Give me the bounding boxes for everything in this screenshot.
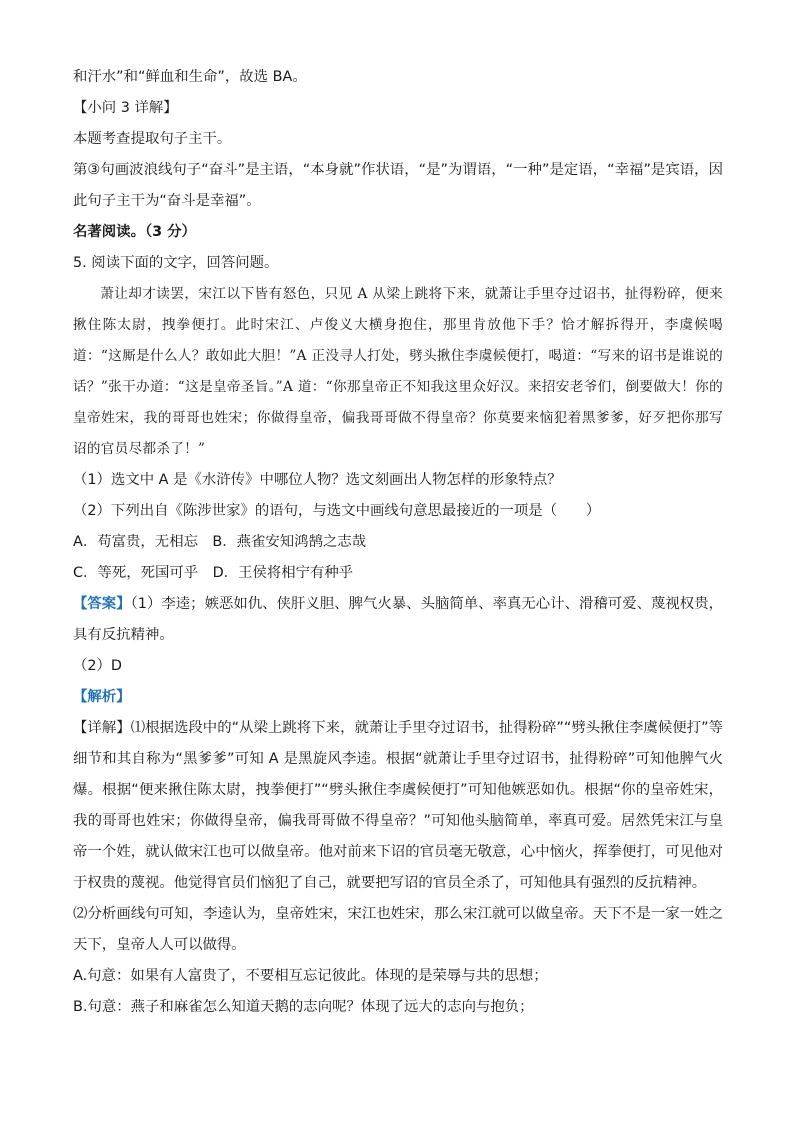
explanation-b: B.句意：燕子和麻雀怎么知道天鹅的志向呢？体现了远大的志向与抱负； [73,999,534,1015]
question-stem: 5. 阅读下面的文字，回答问题。 [73,255,279,271]
text-paragraph: 第③句画波浪线句子“奋斗”是主语，“本身就”作状语，“是”为谓语，“一种”是定语，“幸福”是宾语，因此句子主干为“奋斗是幸福”。 [73,162,723,209]
text-line: 和汗水”和“鲜血和生命”，故选 BA。 [73,69,307,85]
analysis-tag: 【解析】 [73,689,131,705]
answer-tag: 【答案】 [73,596,131,612]
detail-text-1: ⑴根据选段中的“从梁上跳将下来，就萧让手里夺过诏书，扯得粉碎”“劈头揪住李虞候便打”等细节和其自称为“黑爹爹”可知 A 是黑旋风李逵。根据“就萧让手里夺过诏书，扯得粉碎”可知他脾气火爆。根据“便来揪住陈太尉，拽拳便打”“劈头揪住李虞候便打”可知他嫉恶如仇。根据“你的皇帝姓宋，我的哥哥也姓宋；你做得皇帝，偏我哥哥做不得皇帝？”可知他头脑简单，率真可爱。居然凭宋江与皇帝一个姓，就认做宋江也可以做皇帝。他对前来下诏的官员毫无敬意，心中恼火，挥拳便打，可见他对于权贵的蔑视。他觉得官员们恼犯了自己，就要把写诏的官员全杀了，可知他具有强烈的反抗精神。 [73,720,723,891]
question-section-title: 名著阅读。（3 分） [73,224,196,240]
answer-2: （2）D [73,658,123,674]
answer-block [73,589,723,651]
detail-paragraph-1 [73,713,723,899]
sub-question-1: （1）选文中 A 是《水浒传》中哪位人物？选文刻画出人物怎样的形象特点？ [73,472,562,488]
detail-tag: 【详解】 [73,720,131,736]
options-cd: C．等死，死国可乎 D．王侯将相宁有种乎 [73,565,354,581]
sub-question-2: （2）下列出自《陈涉世家》的语句，与选文中画线句意思最接近的一项是（ ） [73,503,601,519]
answer-1: （1）李逵；嫉恶如仇、侠肝义胆、脾气火暴、头脑简单、率真无心计、滑稽可爱、蔑视权贵，具有反抗精神。 [73,596,723,643]
reading-passage: 萧让却才读罢，宋江以下皆有怒色，只见 A 从梁上跳将下来，就萧让手里夺过诏书，扯得粉碎，便来揪住陈太尉，拽拳便打。此时宋江、卢俊义大横身抱住，那里肯放他下手？恰才解拆得开，李虞候喝道：“这厮是什么人？敢如此大胆！”A 正没寻人打处，劈头揪住李虞候便打，喝道：“写来的诏书是谁说的话？”张干办道：“这是皇帝圣旨。”A 道：“你那皇帝正不知我这里众好汉。来招安老爷们，倒要做大！你的皇帝姓宋，我的哥哥也姓宋；你做得皇帝，偏我哥哥做不得皇帝？你莫要来恼犯着黑爹爹，好歹把你那写诏的官员尽都杀了！” [73,286,723,457]
options-ab: A．苟富贵，无相忘 B．燕雀安知鸿鹄之志哉 [73,534,367,550]
explanation-a: A.句意：如果有人富贵了，不要相互忘记彼此。体现的是荣辱与共的思想； [73,968,548,984]
text-line: 本题考查提取句子主干。 [73,131,232,147]
detail-paragraph-2: ⑵分析画线句可知，李逵认为，皇帝姓宋，宋江也姓宋，那么宋江就可以做皇帝。天下不是一家一姓之天下，皇帝人人可以做得。 [73,906,723,953]
section-heading: 【小问 3 详解】 [73,100,178,116]
document-page [73,62,723,1023]
